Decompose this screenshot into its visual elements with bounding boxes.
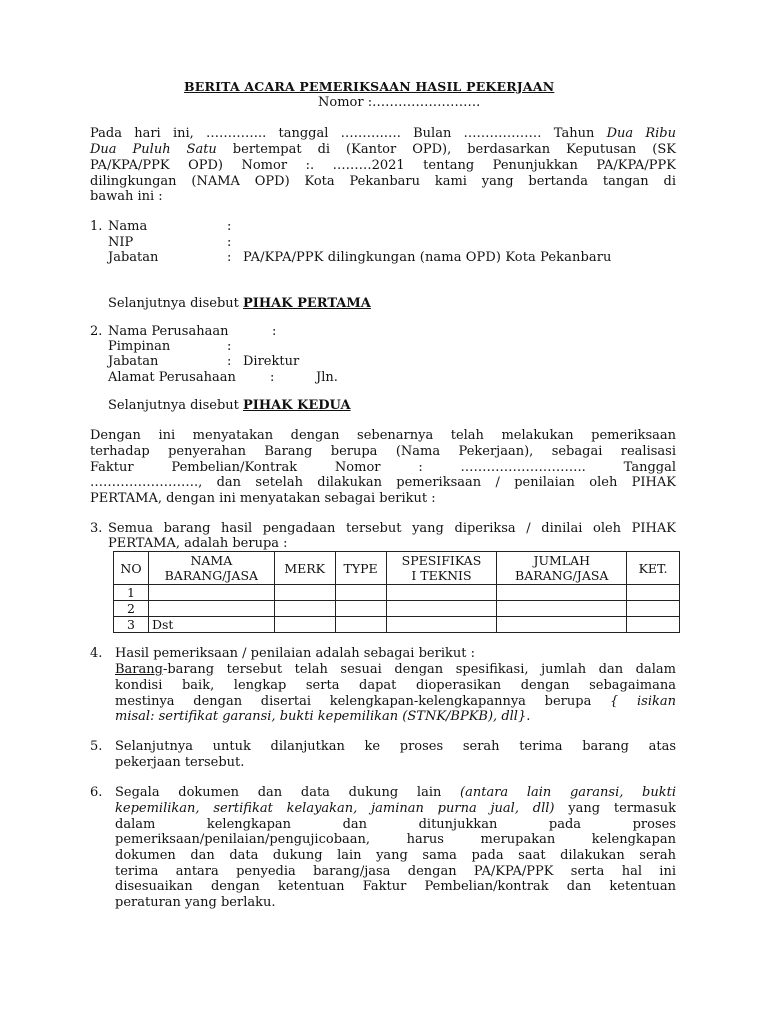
table-cell — [148, 585, 274, 601]
party2-jabatan-label: Jabatan — [108, 354, 159, 369]
item6-line-5: dokumen dan data dukung lain yang sama pada saat dilakukan serah — [115, 848, 676, 863]
party2-jabatan-colon: : — [227, 354, 232, 369]
item6-line-2: kepemilikan, sertifikat kelayakan, jaminan purna jual, dll) yang termasuk — [115, 801, 677, 816]
opening-line-1: Pada hari ini, ………….. tanggal ……….…. Bulan ……………… Tahun Dua Ribu — [90, 126, 676, 141]
party1-jabatan-label: Jabatan — [108, 250, 159, 265]
table-header-row — [114, 552, 680, 585]
item6-line-8: peraturan yang berlaku. — [115, 895, 276, 910]
party2-alamat-value: Jln. — [316, 370, 338, 385]
header-type: TYPE — [335, 552, 386, 585]
table-cell — [627, 617, 680, 633]
statement-line-4: ……………………., dan setelah dilakukan pemeriksaan / penilaian oleh PIHAK — [90, 475, 676, 490]
item3-line-2: PERTAMA, adalah berupa : — [108, 536, 288, 551]
table-cell — [335, 601, 386, 617]
table-cell: 2 — [114, 601, 149, 617]
item6-number: 6. — [90, 785, 103, 800]
item4-line-2: Barang-barang tersebut telah sesuai dengan spesifikasi, jumlah dan dalam — [115, 662, 676, 677]
header-merk: MERK — [274, 552, 335, 585]
table-cell — [627, 585, 680, 601]
party2-alamat-colon: : — [270, 370, 275, 385]
header-jumlah: JUMLAH BARANG/JASA — [497, 552, 627, 585]
item5-line-2: pekerjaan tersebut. — [115, 755, 245, 770]
party1-nama-colon: : — [227, 219, 232, 234]
table-row — [114, 617, 680, 633]
statement-line-2: terhadap penyerahan Barang berupa (Nama Pekerjaan), sebagai realisasi — [90, 444, 676, 459]
document-number: Nomor :……………………. — [318, 95, 481, 110]
item3-line-1: Semua barang hasil pengadaan tersebut yang diperiksa / dinilai oleh PIHAK — [108, 521, 676, 536]
party2-pimpinan-label: Pimpinan — [108, 339, 171, 354]
item4-line-5: misal: sertifikat garansi, bukti kepemilikan (STNK/BPKB), dll}. — [115, 709, 531, 724]
party1-jabatan-colon: : — [227, 250, 232, 265]
statement-line-3: Faktur Pembelian/Kontrak Nomor : ……………………….. Tanggal — [90, 460, 676, 475]
table-cell — [386, 617, 497, 633]
party2-alamat-label: Alamat Perusahaan — [108, 370, 236, 385]
opening-line-3: PA/KPA/PPK OPD) Nomor :. ………2021 tentang Penunjukkan PA/KPA/PPK — [90, 158, 676, 173]
pihak-kedua-label: PIHAK KEDUA — [243, 398, 351, 413]
header-ket: KET. — [627, 552, 680, 585]
party1-nip-colon: : — [227, 235, 232, 250]
opening-line-5: bawah ini : — [90, 189, 163, 204]
statement-line-1: Dengan ini menyatakan dengan sebenarnya telah melakukan pemeriksaan — [90, 428, 676, 443]
party1-disebut: Selanjutnya disebut PIHAK PERTAMA — [108, 296, 371, 311]
table-cell: 3 — [114, 617, 149, 633]
item6-line-1: Segala dokumen dan data dukung lain (antara lain garansi, bukti — [115, 785, 676, 800]
party2-number: 2. — [90, 324, 103, 339]
item6-line-3: dalam kelengkapan dan ditunjukkan pada proses — [115, 817, 676, 832]
statement-line-5: PERTAMA, dengan ini menyatakan sebagai berikut : — [90, 491, 436, 506]
party2-perusahaan-colon: : — [272, 324, 277, 339]
header-nama-barang: NAMA BARANG/JASA — [148, 552, 274, 585]
table-cell — [274, 585, 335, 601]
opening-line-4: dilingkungan (NAMA OPD) Kota Pekanbaru kami yang bertanda tangan di — [90, 174, 676, 189]
item6-line-6: terima antara penyedia barang/jasa dengan PA/KPA/PPK serta hal ini — [115, 864, 676, 879]
table-cell — [274, 601, 335, 617]
items-table — [113, 551, 680, 633]
table-cell — [497, 585, 627, 601]
table-cell — [274, 617, 335, 633]
party2-jabatan-value: Direktur — [243, 354, 300, 369]
table-cell — [386, 601, 497, 617]
item4-line-1: Hasil pemeriksaan / penilaian adalah sebagai berikut : — [115, 646, 475, 661]
table-cell — [335, 617, 386, 633]
party1-nama-label: Nama — [108, 219, 148, 234]
table-cell — [497, 617, 627, 633]
item4-line-3: kondisi baik, lengkap serta dapat dioperasikan dengan sebagaimana — [115, 678, 676, 693]
item5-line-1: Selanjutnya untuk dilanjutkan ke proses serah terima barang atas — [115, 739, 676, 754]
header-spesifikasi: SPESIFIKAS I TEKNIS — [386, 552, 497, 585]
party1-jabatan-value: PA/KPA/PPK dilingkungan (nama OPD) Kota Pekanbaru — [243, 250, 612, 265]
item6-line-4: pemeriksaan/penilaian/pengujicobaan, harus merupakan kelengkapan — [115, 832, 676, 847]
table-cell — [627, 601, 680, 617]
party1-number: 1. — [90, 219, 103, 234]
table-cell: Dst — [148, 617, 274, 633]
item5-number: 5. — [90, 739, 103, 754]
party2-disebut: Selanjutnya disebut PIHAK KEDUA — [108, 398, 351, 413]
document-title: BERITA ACARA PEMERIKSAAN HASIL PEKERJAAN — [184, 79, 555, 94]
table-cell — [386, 585, 497, 601]
table-cell — [335, 585, 386, 601]
item4-line-4: mestinya dengan disertai kelengkapan-kelengkapannya berupa { isikan — [115, 694, 676, 709]
party2-pimpinan-colon: : — [227, 339, 232, 354]
item6-line-7: disesuaikan dengan ketentuan Faktur Pembelian/kontrak dan ketentuan — [115, 879, 676, 894]
header-no: NO — [114, 552, 149, 585]
table-row — [114, 601, 680, 617]
item3-number: 3. — [90, 521, 103, 536]
table-row — [114, 585, 680, 601]
table-cell — [148, 601, 274, 617]
pihak-pertama-label: PIHAK PERTAMA — [243, 296, 371, 311]
table-cell: 1 — [114, 585, 149, 601]
item4-number: 4. — [90, 646, 103, 661]
party2-perusahaan-label: Nama Perusahaan — [108, 324, 229, 339]
table-cell — [497, 601, 627, 617]
party1-nip-label: NIP — [108, 235, 134, 250]
opening-line-2: Dua Puluh Satu bertempat di (Kantor OPD), berdasarkan Keputusan (SK — [90, 142, 676, 157]
